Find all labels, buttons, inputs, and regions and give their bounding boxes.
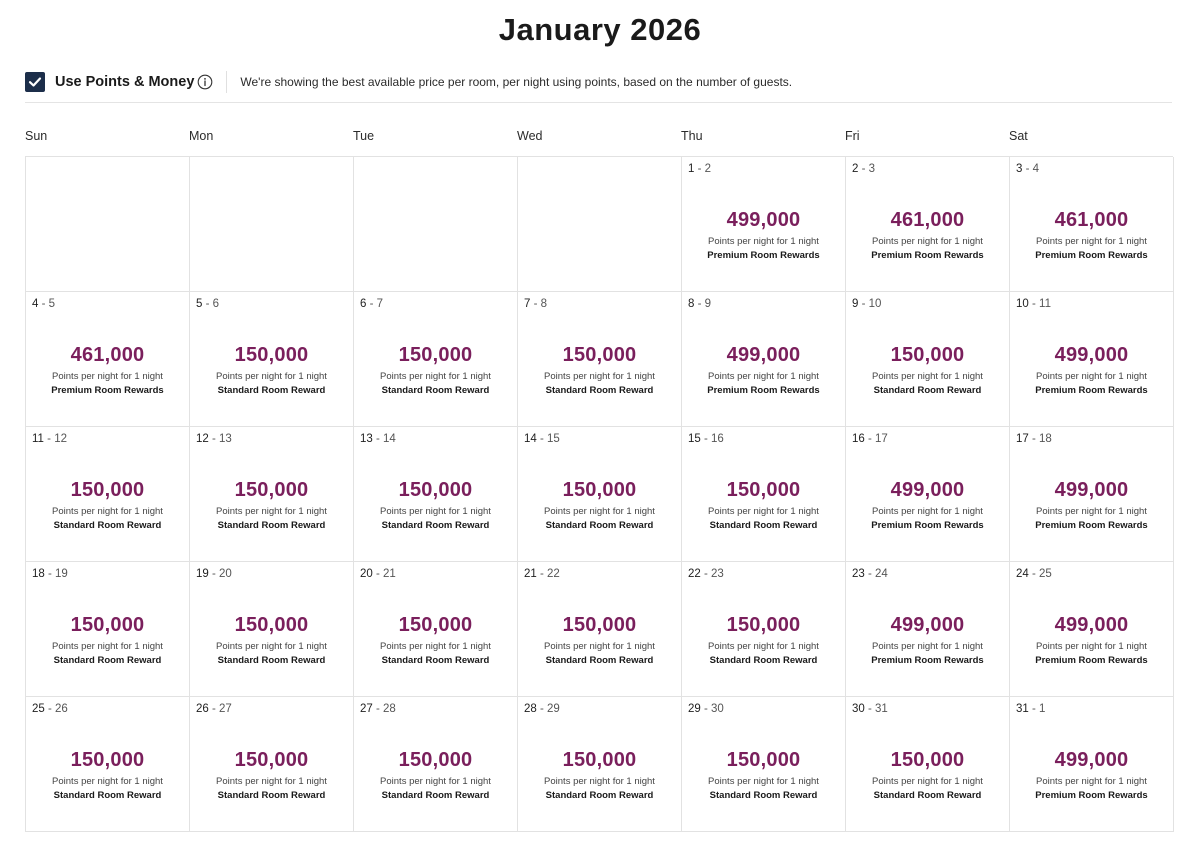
check-out-date: 12 — [54, 433, 67, 445]
reward-type: Standard Room Reward — [545, 790, 654, 801]
reward-type: Standard Room Reward — [381, 655, 490, 666]
points-per-night-note: Points per night for 1 night — [216, 641, 327, 652]
check-in-date: 11 — [32, 433, 44, 445]
date-range — [852, 298, 881, 310]
points-per-night-note: Points per night for 1 night — [708, 236, 819, 247]
calendar-day-cell[interactable] — [26, 697, 190, 832]
check-out-date: 18 — [1039, 433, 1052, 445]
points-price: 150,000 — [890, 344, 965, 366]
date-separator: - — [1028, 298, 1040, 310]
check-out-date: 7 — [376, 298, 384, 310]
points-per-night-note: Points per night for 1 night — [216, 371, 327, 382]
date-range — [524, 568, 560, 580]
reward-type: Standard Room Reward — [545, 520, 654, 531]
check-out-date: 28 — [383, 703, 396, 715]
reward-type: Premium Room Rewards — [1035, 520, 1148, 531]
use-points-label[interactable]: Use Points & Money — [55, 74, 195, 90]
calendar-day-cell[interactable] — [354, 292, 518, 427]
date-range — [1016, 163, 1039, 175]
check-out-date: 16 — [711, 433, 724, 445]
points-price: 150,000 — [398, 479, 473, 501]
date-separator: - — [536, 568, 548, 580]
reward-type: Standard Room Reward — [545, 385, 654, 396]
date-range — [32, 433, 67, 445]
date-separator: - — [536, 703, 548, 715]
points-per-night-note: Points per night for 1 night — [216, 776, 327, 787]
check-in-date: 2 — [852, 163, 859, 175]
check-in-date: 14 — [524, 433, 537, 445]
calendar-day-cell[interactable] — [1010, 697, 1174, 832]
points-price: 150,000 — [70, 749, 145, 771]
check-out-date: 24 — [875, 568, 888, 580]
points-price: 150,000 — [726, 749, 801, 771]
points-per-night-note: Points per night for 1 night — [544, 371, 655, 382]
date-separator: - — [864, 703, 876, 715]
check-out-date: 10 — [868, 298, 882, 310]
points-price: 150,000 — [562, 749, 637, 771]
points-price: 499,000 — [726, 209, 801, 231]
date-range — [196, 568, 232, 580]
calendar-day-cell[interactable] — [846, 427, 1010, 562]
points-price: 150,000 — [398, 614, 473, 636]
points-per-night-note: Points per night for 1 night — [708, 371, 819, 382]
info-icon[interactable] — [197, 74, 213, 90]
points-per-night-note: Points per night for 1 night — [872, 776, 983, 787]
check-out-date: 20 — [219, 568, 232, 580]
check-in-date: 6 — [360, 298, 367, 310]
date-separator: - — [1028, 703, 1040, 715]
points-per-night-note: Points per night for 1 night — [544, 506, 655, 517]
check-in-date: 25 — [32, 703, 45, 715]
check-out-date: 29 — [547, 703, 560, 715]
check-in-date: 28 — [524, 703, 537, 715]
date-separator: - — [208, 703, 220, 715]
reward-type: Standard Room Reward — [381, 790, 490, 801]
check-out-date: 17 — [875, 433, 888, 445]
checkmark-icon — [28, 75, 42, 89]
reward-type: Standard Room Reward — [709, 790, 818, 801]
reward-type: Standard Room Reward — [873, 790, 982, 801]
date-separator: - — [208, 433, 220, 445]
date-range — [1016, 703, 1045, 715]
date-range — [32, 703, 68, 715]
points-per-night-note: Points per night for 1 night — [380, 776, 491, 787]
reward-type: Premium Room Rewards — [871, 250, 984, 261]
weekday-tue: Tue — [353, 129, 375, 143]
calendar-day-cell[interactable] — [354, 427, 518, 562]
date-range — [360, 433, 396, 445]
check-out-date: 30 — [711, 703, 724, 715]
points-price: 150,000 — [398, 344, 473, 366]
check-in-date: 22 — [688, 568, 701, 580]
points-price: 150,000 — [726, 479, 801, 501]
date-range — [852, 163, 875, 175]
points-per-night-note: Points per night for 1 night — [872, 506, 983, 517]
points-per-night-note: Points per night for 1 night — [1036, 371, 1147, 382]
points-price: 150,000 — [398, 749, 473, 771]
check-in-date: 20 — [360, 568, 373, 580]
date-separator: - — [694, 298, 705, 310]
date-separator: - — [43, 433, 55, 445]
calendar-day-cell[interactable] — [354, 697, 518, 832]
check-out-date: 25 — [1039, 568, 1052, 580]
date-separator: - — [1022, 163, 1033, 175]
date-separator: - — [44, 703, 56, 715]
points-per-night-note: Points per night for 1 night — [380, 506, 491, 517]
reward-type: Standard Room Reward — [545, 655, 654, 666]
points-price: 150,000 — [234, 479, 309, 501]
reward-type: Standard Room Reward — [709, 520, 818, 531]
date-separator: - — [858, 163, 869, 175]
date-separator: - — [700, 703, 712, 715]
calendar-day-cell[interactable] — [682, 697, 846, 832]
price-description: We're showing the best available price per room, per night using points, based on the number of guests. — [240, 75, 793, 89]
calendar-cell-empty — [190, 157, 354, 292]
check-out-date: 2 — [704, 163, 712, 175]
points-price: 499,000 — [1054, 614, 1129, 636]
calendar-day-cell[interactable] — [846, 292, 1010, 427]
points-price: 150,000 — [234, 614, 309, 636]
calendar-day-cell[interactable] — [1010, 427, 1174, 562]
date-range — [32, 568, 68, 580]
reward-type: Standard Room Reward — [381, 520, 490, 531]
date-separator: - — [700, 568, 712, 580]
reward-type: Standard Room Reward — [217, 655, 326, 666]
date-range — [1016, 433, 1052, 445]
reward-type: Premium Room Rewards — [871, 655, 984, 666]
calendar-day-cell[interactable] — [1010, 292, 1174, 427]
calendar-day-cell[interactable] — [190, 562, 354, 697]
calendar-day-cell[interactable] — [26, 427, 190, 562]
points-price: 150,000 — [234, 749, 309, 771]
date-range — [688, 298, 711, 310]
points-per-night-note: Points per night for 1 night — [1036, 506, 1147, 517]
calendar-cell-empty — [26, 157, 190, 292]
check-out-date: 13 — [219, 433, 232, 445]
date-range — [360, 298, 383, 310]
date-separator: - — [208, 568, 220, 580]
check-out-date: 4 — [1032, 163, 1040, 175]
check-out-date: 27 — [219, 703, 232, 715]
points-price: 461,000 — [890, 209, 965, 231]
points-price: 499,000 — [1054, 479, 1129, 501]
weekday-fri: Fri — [845, 129, 860, 143]
reward-type: Premium Room Rewards — [1035, 385, 1148, 396]
date-separator: - — [372, 433, 384, 445]
calendar-day-cell[interactable] — [354, 562, 518, 697]
reward-type: Premium Room Rewards — [1035, 250, 1148, 261]
points-per-night-note: Points per night for 1 night — [380, 371, 491, 382]
points-price: 150,000 — [726, 614, 801, 636]
check-in-date: 18 — [32, 568, 45, 580]
reward-type: Premium Room Rewards — [1035, 655, 1148, 666]
date-separator: - — [694, 163, 705, 175]
date-separator: - — [858, 298, 869, 310]
points-per-night-note: Points per night for 1 night — [52, 776, 163, 787]
points-per-night-note: Points per night for 1 night — [544, 776, 655, 787]
date-range — [196, 298, 219, 310]
calendar-day-cell[interactable] — [1010, 562, 1174, 697]
check-out-date: 21 — [383, 568, 396, 580]
check-in-date: 13 — [360, 433, 373, 445]
points-price: 499,000 — [1054, 749, 1129, 771]
points-price: 150,000 — [562, 344, 637, 366]
points-price: 150,000 — [562, 479, 637, 501]
check-out-date: 5 — [48, 298, 56, 310]
points-price: 499,000 — [1054, 344, 1129, 366]
date-range — [852, 433, 888, 445]
date-separator: - — [44, 568, 56, 580]
calendar-day-cell[interactable] — [846, 697, 1010, 832]
weekday-header — [25, 129, 1173, 149]
weekday-mon: Mon — [189, 129, 214, 143]
check-in-date: 12 — [196, 433, 209, 445]
points-price: 461,000 — [1054, 209, 1129, 231]
check-out-date: 1 — [1039, 703, 1046, 715]
check-out-date: 19 — [55, 568, 68, 580]
reward-type: Premium Room Rewards — [707, 385, 820, 396]
reward-type: Standard Room Reward — [53, 790, 162, 801]
calendar-day-cell[interactable] — [518, 697, 682, 832]
check-in-date: 27 — [360, 703, 373, 715]
points-per-night-note: Points per night for 1 night — [708, 776, 819, 787]
calendar-day-cell[interactable] — [682, 562, 846, 697]
check-in-date: 1 — [688, 163, 695, 175]
date-range — [196, 433, 232, 445]
date-separator: - — [1028, 433, 1040, 445]
points-price: 499,000 — [890, 614, 965, 636]
check-out-date: 26 — [55, 703, 68, 715]
date-range — [852, 568, 888, 580]
check-in-date: 26 — [196, 703, 209, 715]
check-in-date: 24 — [1016, 568, 1029, 580]
date-separator: - — [202, 298, 213, 310]
toggle-divider — [226, 71, 227, 93]
calendar-cell-empty — [354, 157, 518, 292]
points-price: 150,000 — [70, 479, 145, 501]
calendar-day-cell[interactable] — [518, 427, 682, 562]
date-range — [524, 703, 560, 715]
calendar-day-cell[interactable] — [846, 562, 1010, 697]
date-separator: - — [530, 298, 541, 310]
weekday-thu: Thu — [681, 129, 703, 143]
date-separator: - — [700, 433, 712, 445]
date-range — [1016, 568, 1052, 580]
date-range — [852, 703, 888, 715]
points-per-night-note: Points per night for 1 night — [872, 371, 983, 382]
calendar-day-cell[interactable] — [682, 427, 846, 562]
date-range — [360, 568, 396, 580]
use-points-toggle-row — [25, 70, 1172, 103]
date-range — [524, 298, 547, 310]
reward-type: Standard Room Reward — [709, 655, 818, 666]
points-per-night-note: Points per night for 1 night — [872, 641, 983, 652]
points-per-night-note: Points per night for 1 night — [1036, 641, 1147, 652]
date-separator: - — [372, 568, 384, 580]
points-per-night-note: Points per night for 1 night — [216, 506, 327, 517]
reward-type: Standard Room Reward — [53, 520, 162, 531]
check-out-date: 9 — [704, 298, 712, 310]
calendar-day-cell[interactable] — [26, 562, 190, 697]
date-range — [524, 433, 560, 445]
date-range — [1016, 298, 1051, 310]
check-out-date: 8 — [540, 298, 548, 310]
date-range — [688, 433, 724, 445]
date-separator: - — [864, 433, 876, 445]
calendar-cell-empty — [518, 157, 682, 292]
check-out-date: 6 — [212, 298, 220, 310]
date-separator: - — [1028, 568, 1040, 580]
calendar-day-cell[interactable] — [846, 157, 1010, 292]
check-in-date: 23 — [852, 568, 865, 580]
check-in-date: 19 — [196, 568, 209, 580]
check-in-date: 15 — [688, 433, 701, 445]
weekday-wed: Wed — [517, 129, 543, 143]
points-per-night-note: Points per night for 1 night — [1036, 776, 1147, 787]
reward-type: Premium Room Rewards — [707, 250, 820, 261]
points-per-night-note: Points per night for 1 night — [52, 506, 163, 517]
points-per-night-note: Points per night for 1 night — [52, 371, 163, 382]
points-per-night-note: Points per night for 1 night — [872, 236, 983, 247]
points-price: 461,000 — [70, 344, 145, 366]
points-per-night-note: Points per night for 1 night — [52, 641, 163, 652]
check-in-date: 3 — [1016, 163, 1023, 175]
reward-type: Premium Room Rewards — [871, 520, 984, 531]
date-range — [688, 568, 724, 580]
points-price: 499,000 — [726, 344, 801, 366]
check-in-date: 8 — [688, 298, 695, 310]
calendar-day-cell[interactable] — [682, 157, 846, 292]
reward-type: Premium Room Rewards — [51, 385, 164, 396]
points-price: 150,000 — [234, 344, 309, 366]
calendar-day-cell[interactable] — [518, 292, 682, 427]
weekday-sun: Sun — [25, 129, 48, 143]
check-in-date: 7 — [524, 298, 531, 310]
date-range — [196, 703, 232, 715]
check-out-date: 31 — [875, 703, 888, 715]
calendar-day-cell[interactable] — [1010, 157, 1174, 292]
calendar-day-cell[interactable] — [518, 562, 682, 697]
reward-type: Standard Room Reward — [217, 385, 326, 396]
check-in-date: 29 — [688, 703, 701, 715]
date-range — [688, 163, 711, 175]
check-in-date: 30 — [852, 703, 865, 715]
reward-type: Premium Room Rewards — [1035, 790, 1148, 801]
calendar-day-cell[interactable] — [190, 427, 354, 562]
points-price: 150,000 — [70, 614, 145, 636]
check-out-date: 23 — [711, 568, 724, 580]
date-range — [688, 703, 724, 715]
reward-type: Standard Room Reward — [873, 385, 982, 396]
check-in-date: 21 — [524, 568, 537, 580]
points-per-night-note: Points per night for 1 night — [708, 641, 819, 652]
reward-type: Standard Room Reward — [381, 385, 490, 396]
check-in-date: 31 — [1016, 703, 1029, 715]
check-out-date: 3 — [868, 163, 876, 175]
calendar-day-cell[interactable] — [190, 292, 354, 427]
date-separator: - — [372, 703, 384, 715]
points-per-night-note: Points per night for 1 night — [544, 641, 655, 652]
date-separator: - — [536, 433, 548, 445]
weekday-sat: Sat — [1009, 129, 1028, 143]
use-points-checkbox[interactable] — [25, 72, 45, 92]
check-in-date: 4 — [32, 298, 39, 310]
check-in-date: 17 — [1016, 433, 1029, 445]
page-title: January 2026 — [498, 12, 702, 47]
calendar-day-cell[interactable] — [26, 292, 190, 427]
calendar-day-cell[interactable] — [190, 697, 354, 832]
check-out-date: 11 — [1039, 298, 1051, 310]
points-price: 150,000 — [890, 749, 965, 771]
points-price: 150,000 — [562, 614, 637, 636]
date-separator: - — [366, 298, 377, 310]
points-per-night-note: Points per night for 1 night — [380, 641, 491, 652]
check-in-date: 9 — [852, 298, 859, 310]
date-range — [360, 703, 396, 715]
points-per-night-note: Points per night for 1 night — [708, 506, 819, 517]
points-price: 499,000 — [890, 479, 965, 501]
date-range — [32, 298, 55, 310]
check-out-date: 14 — [383, 433, 396, 445]
date-separator: - — [864, 568, 876, 580]
points-per-night-note: Points per night for 1 night — [1036, 236, 1147, 247]
calendar-grid — [25, 156, 1173, 832]
check-out-date: 15 — [547, 433, 560, 445]
calendar-day-cell[interactable] — [682, 292, 846, 427]
check-out-date: 22 — [547, 568, 560, 580]
date-separator: - — [38, 298, 49, 310]
reward-type: Standard Room Reward — [217, 520, 326, 531]
reward-type: Standard Room Reward — [217, 790, 326, 801]
check-in-date: 16 — [852, 433, 865, 445]
check-in-date: 5 — [196, 298, 203, 310]
check-in-date: 10 — [1016, 298, 1029, 310]
reward-type: Standard Room Reward — [53, 655, 162, 666]
